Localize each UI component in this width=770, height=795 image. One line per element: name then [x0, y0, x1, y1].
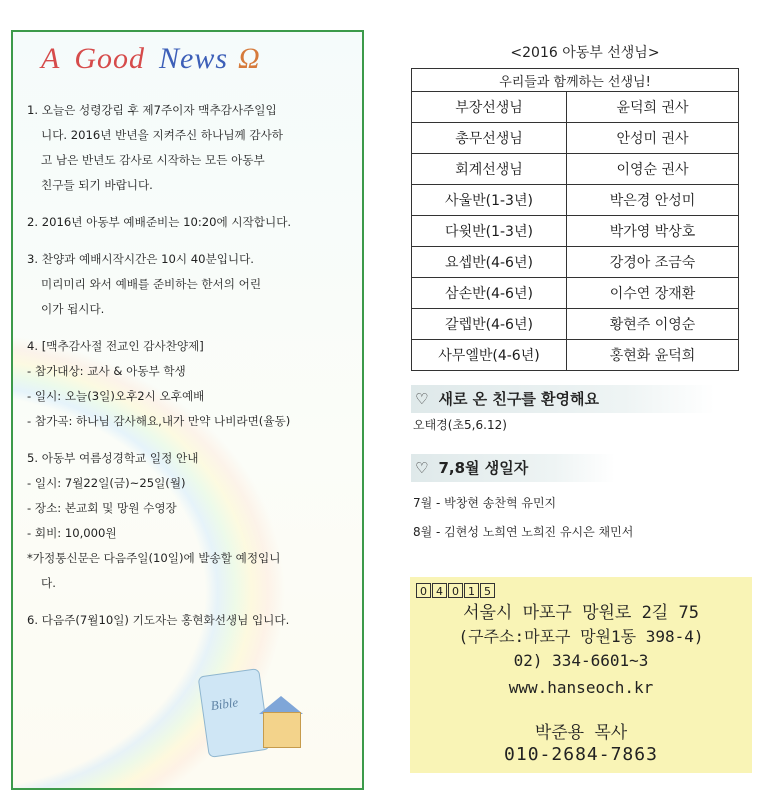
news-item-4: [27, 334, 355, 434]
news-title-news: News: [159, 42, 229, 75]
news-item-1: [27, 98, 355, 198]
table-row: [412, 92, 739, 123]
news-line: - 장소: 본교회 및 망원 수영장: [27, 501, 177, 515]
news-line: 6. 다음주(7월10일) 기도자는 홍현화선생님 입니다.: [27, 613, 290, 627]
table-row: [412, 247, 739, 278]
teachers-table: [411, 68, 739, 371]
news-line: 고 남은 반년도 감사로 시작하는 모든 아동부: [41, 153, 265, 167]
table-row: [412, 154, 739, 185]
names-cell: 황현주 이영순: [567, 309, 739, 340]
address-box: [410, 577, 752, 773]
role-cell: 갈렙반(4-6년): [412, 309, 567, 340]
news-line: 이가 됩시다.: [41, 302, 105, 316]
welcome-heading: [411, 385, 715, 413]
news-line: 니다. 2016년 반년을 지켜주신 하나님께 감사하: [41, 128, 284, 142]
news-panel: [11, 30, 364, 790]
table-row: [412, 278, 739, 309]
news-item-2: [27, 210, 355, 235]
news-line: 4. [맥추감사절 전교인 감사찬양제]: [27, 339, 204, 353]
welcome-title: 새로 온 친구를 환영해요: [438, 390, 600, 408]
news-line: 친구들 되기 바랍니다.: [41, 178, 153, 192]
news-line: - 일시: 7월22일(금)~25일(월): [27, 476, 186, 490]
birthday-july: 7월 - 박창현 송찬혁 유민지: [413, 496, 557, 510]
news-line: - 참가대상: 교사 & 아동부 학생: [27, 364, 186, 378]
names-cell: 윤덕희 권사: [567, 92, 739, 123]
news-title-a: A: [41, 42, 61, 75]
omega-icon: Ω: [238, 42, 261, 75]
names-cell: 이수연 장재환: [567, 278, 739, 309]
news-line: *가정통신문은 다음주일(10일)에 발송할 예정입니: [27, 551, 281, 565]
names-cell: 박가영 박상호: [567, 216, 739, 247]
address-line: 서울시 마포구 망원로 2길 75: [463, 603, 699, 623]
role-cell: 다윗반(1-3년): [412, 216, 567, 247]
news-line: 1. 오늘은 성령강림 후 제7주이자 맥추감사주일입: [27, 103, 277, 117]
phone-number: 02) 334-6601~3: [513, 651, 649, 670]
names-cell: 박은경 안성미: [567, 185, 739, 216]
postal-digit: 1: [464, 583, 479, 598]
table-row: [412, 340, 739, 371]
news-item-6: [27, 608, 355, 633]
role-cell: 삼손반(4-6년): [412, 278, 567, 309]
role-cell: 총무선생님: [412, 123, 567, 154]
welcome-name: 오태경(초5,6.12): [413, 418, 507, 432]
news-item-5: [27, 446, 355, 596]
bible-label: Bible: [209, 694, 239, 714]
news-title-good: Good: [74, 42, 145, 75]
birthday-heading: [411, 454, 615, 482]
news-line: 3. 찬양과 예배시작시간은 10시 40분입니다.: [27, 252, 254, 266]
names-cell: 이영순 권사: [567, 154, 739, 185]
teachers-header: 우리들과 함께하는 선생님!: [412, 69, 739, 92]
names-cell: 안성미 권사: [567, 123, 739, 154]
news-line: 5. 아동부 여름성경학교 일정 안내: [27, 451, 199, 465]
news-line: 미리미리 와서 예배를 준비하는 한서의 어린: [41, 277, 262, 291]
postal-digit: 5: [480, 583, 495, 598]
table-row: [412, 123, 739, 154]
birthday-title: 7,8월 생일자: [438, 459, 529, 477]
news-title: [41, 42, 341, 82]
birthday-august: 8월 - 김현성 노희연 노희진 유시은 채민서: [413, 525, 634, 539]
role-cell: 요셉반(4-6년): [412, 247, 567, 278]
website-url: www.hanseoch.kr: [508, 678, 654, 697]
news-line: - 일시: 오늘(3일)오후2시 오후예배: [27, 389, 205, 403]
role-cell: 부장선생님: [412, 92, 567, 123]
role-cell: 사울반(1-3년): [412, 185, 567, 216]
table-row: [412, 309, 739, 340]
table-row: [412, 216, 739, 247]
teachers-title: <2016 아동부 선생님>: [510, 45, 660, 61]
postal-code: [416, 583, 496, 598]
role-cell: 회계선생님: [412, 154, 567, 185]
postal-digit: 4: [432, 583, 447, 598]
mobile-number: 010-2684-7863: [504, 744, 658, 765]
pastor-name: 박준용 목사: [534, 723, 628, 743]
postal-digit: 0: [448, 583, 463, 598]
names-cell: 홍현화 윤덕희: [567, 340, 739, 371]
teachers-header-row: [412, 69, 739, 92]
news-line: 다.: [41, 576, 56, 590]
old-address-line: (구주소:마포구 망원1동 398-4): [458, 627, 704, 646]
heart-icon: ♡: [415, 390, 429, 408]
names-cell: 강경아 조금숙: [567, 247, 739, 278]
news-item-3: [27, 247, 355, 322]
postal-digit: 0: [416, 583, 431, 598]
house-illustration: [263, 712, 301, 748]
news-line: - 참가곡: 하나님 감사해요,내가 만약 나비라면(율동): [27, 414, 291, 428]
news-line: 2. 2016년 아동부 예배준비는 10:20에 시작합니다.: [27, 215, 292, 229]
news-line: - 회비: 10,000원: [27, 526, 117, 540]
heart-icon: ♡: [415, 459, 429, 477]
role-cell: 사무엘반(4-6년): [412, 340, 567, 371]
table-row: [412, 185, 739, 216]
news-list: [27, 98, 355, 645]
